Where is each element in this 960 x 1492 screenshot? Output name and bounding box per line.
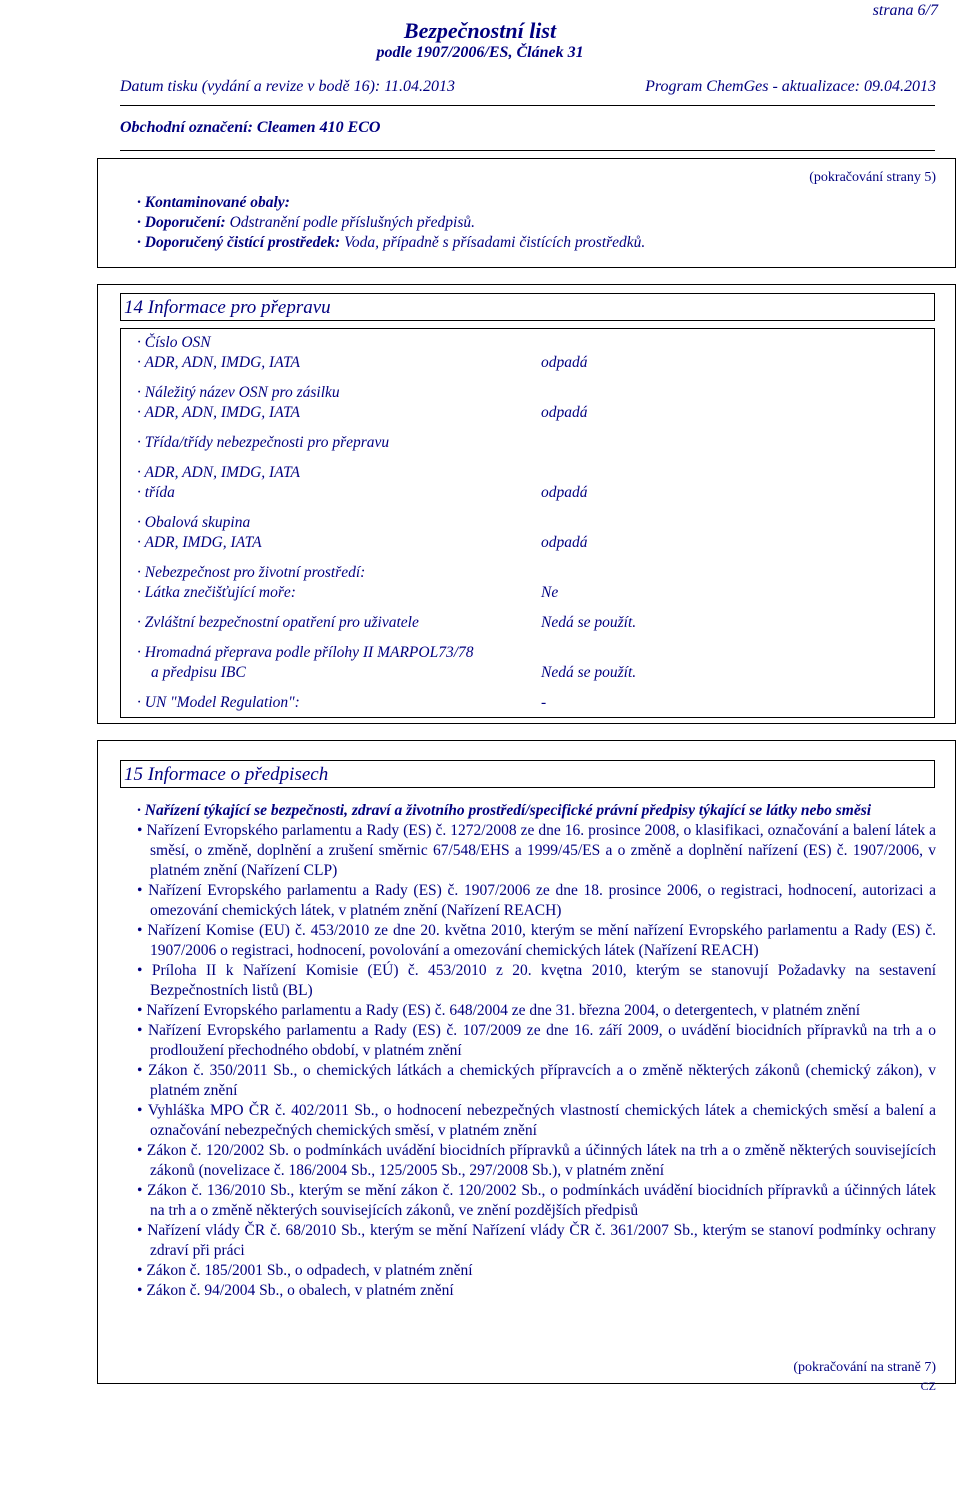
env-hazard-label: · Nebezpečnost pro životní prostředí:: [137, 564, 366, 581]
packing-group-value: odpadá: [541, 534, 588, 551]
recommendation-line: [137, 214, 475, 232]
language-code: CZ: [920, 1379, 936, 1393]
un-number-value: odpadá: [541, 354, 588, 371]
cleaning-agent-line: [137, 234, 645, 252]
section15-heading: 15 Informace o předpisech: [120, 760, 935, 788]
bulk-transport-label-cont: a předpisu IBC: [151, 664, 246, 681]
bulk-transport-value: Nedá se použít.: [541, 664, 637, 681]
product-divider: [120, 150, 935, 151]
print-date: Datum tisku (vydání a revize v bodě 16): 11.04.2013: [120, 78, 456, 95]
cleaning-agent-value: Voda, případně s přísadami čistících prostředků.: [340, 234, 646, 251]
packing-group-label: · Obalová skupina: [137, 514, 251, 531]
regulation-item: • Nařízení Evropského parlamentu a Rady (ES) č. 107/2009 ze dne 16. září 2009, o uvádění biocidních přípravků na trh a o prodloužení přechodného období, v platném znění: [137, 1021, 936, 1061]
continuation-to-page: (pokračování na straně 7): [793, 1360, 936, 1375]
regulation-item: • Vyhláška MPO ČR č. 402/2011 Sb., o hodnocení nebezpečných vlastností chemických látek a chemických směsí a balení a označování nebezpečných chemických směsí, v platném znění: [137, 1101, 936, 1141]
regulation-item: • Zákon č. 350/2011 Sb., o chemických látkách a chemických přípravcích a o změně některých zákonů (chemický zákon), v platném znění: [137, 1061, 936, 1101]
special-precautions-label: · Zvláštní bezpečnostní opatření pro uživatele: [137, 614, 419, 631]
recommendation-label: · Doporučení:: [137, 214, 226, 231]
model-regulation-value: -: [541, 694, 547, 711]
hazard-class-label: · Třída/třídy nebezpečnosti pro přepravu: [137, 434, 390, 451]
marine-pollutant-label: · Látka znečišťující moře:: [137, 584, 296, 601]
product-name: Obchodní označení: Cleamen 410 ECO: [120, 119, 381, 136]
shipping-name-value: odpadá: [541, 404, 588, 421]
packing-group-modes: · ADR, IMDG, IATA: [137, 534, 262, 551]
special-precautions-value: Nedá se použít.: [541, 614, 637, 631]
regulation-item: • Príloha II k Nařízení Komisie (EÚ) č. 453/2010 z 20. kvętna 2010, kterým se stanovují Požadavky na sestavení Bezpečnostních listů (BL): [137, 961, 936, 1001]
regulation-item: • Zákon č. 94/2004 Sb., o obalech, v platném znění: [137, 1281, 936, 1301]
recommendation-value: Odstranění podle příslušných předpisů.: [225, 214, 475, 231]
regulation-item: • Nařízení Evropského parlamentu a Rady (ES) č. 1907/2006 ze dne 18. prosince 2006, o registraci, hodnocení, autorizaci a omezování chemických látek, v platném znění (Nařízení REACH): [137, 881, 936, 921]
cleaning-agent-label: · Doporučený čistící prostředek:: [137, 234, 341, 251]
regulation-item: • Nařízení vlády ČR č. 68/2010 Sb., kterým se mění Nařízení vlády ČR č. 361/2007 Sb., kterým se stanoví podmínky ochrany zdraví při práci: [137, 1221, 936, 1261]
regulations-intro: · Nařízení týkající se bezpečnosti, zdraví a životního prostředí/specifické právní předpisy týkající se látky nebo směsi: [137, 802, 872, 819]
shipping-name-modes: · ADR, ADN, IMDG, IATA: [137, 404, 301, 421]
document-subtitle: podle 1907/2006/ES, Článek 31: [376, 44, 584, 61]
document-title: Bezpečnostní list: [403, 18, 557, 43]
un-number-modes: · ADR, ADN, IMDG, IATA: [137, 354, 301, 371]
hazard-class-class-label: · třída: [137, 484, 175, 501]
section14-heading: 14 Informace pro přepravu: [120, 293, 935, 321]
contaminated-packaging-label: · Kontaminované obaly:: [137, 194, 290, 211]
un-number-label: · Číslo OSN: [137, 334, 211, 351]
hazard-class-value: odpadá: [541, 484, 588, 501]
regulation-item: • Nařízení Evropského parlamentu a Rady (ES) č. 648/2004 ze dne 31. března 2004, o detergentech, v platném znění: [137, 1001, 936, 1021]
regulation-item: • Nařízení Komise (EU) č. 453/2010 ze dne 20. května 2010, kterým se mění nařízení Evropského parlamentu a Rady (ES) č. 1907/2006 o registraci, hodnocení, povolování a omezování chemických látek (Nařízení REACH): [137, 921, 936, 961]
bulk-transport-label: · Hromadná přeprava podle přílohy II MARPOL73/78: [137, 644, 474, 661]
model-regulation-label: · UN "Model Regulation":: [137, 694, 300, 711]
regulation-item: • Zákon č. 185/2001 Sb., o odpadech, v platném znění: [137, 1261, 936, 1281]
header-divider: [120, 105, 935, 106]
regulation-item: • Zákon č. 120/2002 Sb. o podmínkách uvádění biocidních přípravků a účinných látek na trh a o změně některých souvisejících zákonů (novelizace č. 186/2004 Sb., 125/2005 Sb., 297/2008 Sb.), v platném znění: [137, 1141, 936, 1181]
regulation-item: • Nařízení Evropského parlamentu a Rady (ES) č. 1272/2008 ze dne 16. prosince 2008, o klasifikaci, označování a balení látek a směsí, o změně, doplnění a zrušení směrnic 67/548/EHS a 1999/45/ES a o změně a doplnění nařízení (ES) č. 1907/2006, v platném znění (Nařízení CLP): [137, 821, 936, 881]
marine-pollutant-value: Ne: [541, 584, 559, 601]
page-number: strana 6/7: [872, 2, 938, 19]
shipping-name-label: · Náležitý název OSN pro zásilku: [137, 384, 340, 401]
program-version: Program ChemGes - aktualizace: 09.04.2013: [645, 78, 936, 95]
regulations-list: [137, 801, 936, 1301]
regulation-item: • Zákon č. 136/2010 Sb., kterým se mění zákon č. 120/2002 Sb., o podmínkách uvádění biocidních přípravků a účinných látek na trh a o změně některých souvisejících zákonů, ve znění pozdějších předpisů: [137, 1181, 936, 1221]
hazard-class-modes: · ADR, ADN, IMDG, IATA: [137, 464, 301, 481]
continuation-from-page: (pokračování strany 5): [809, 170, 936, 185]
